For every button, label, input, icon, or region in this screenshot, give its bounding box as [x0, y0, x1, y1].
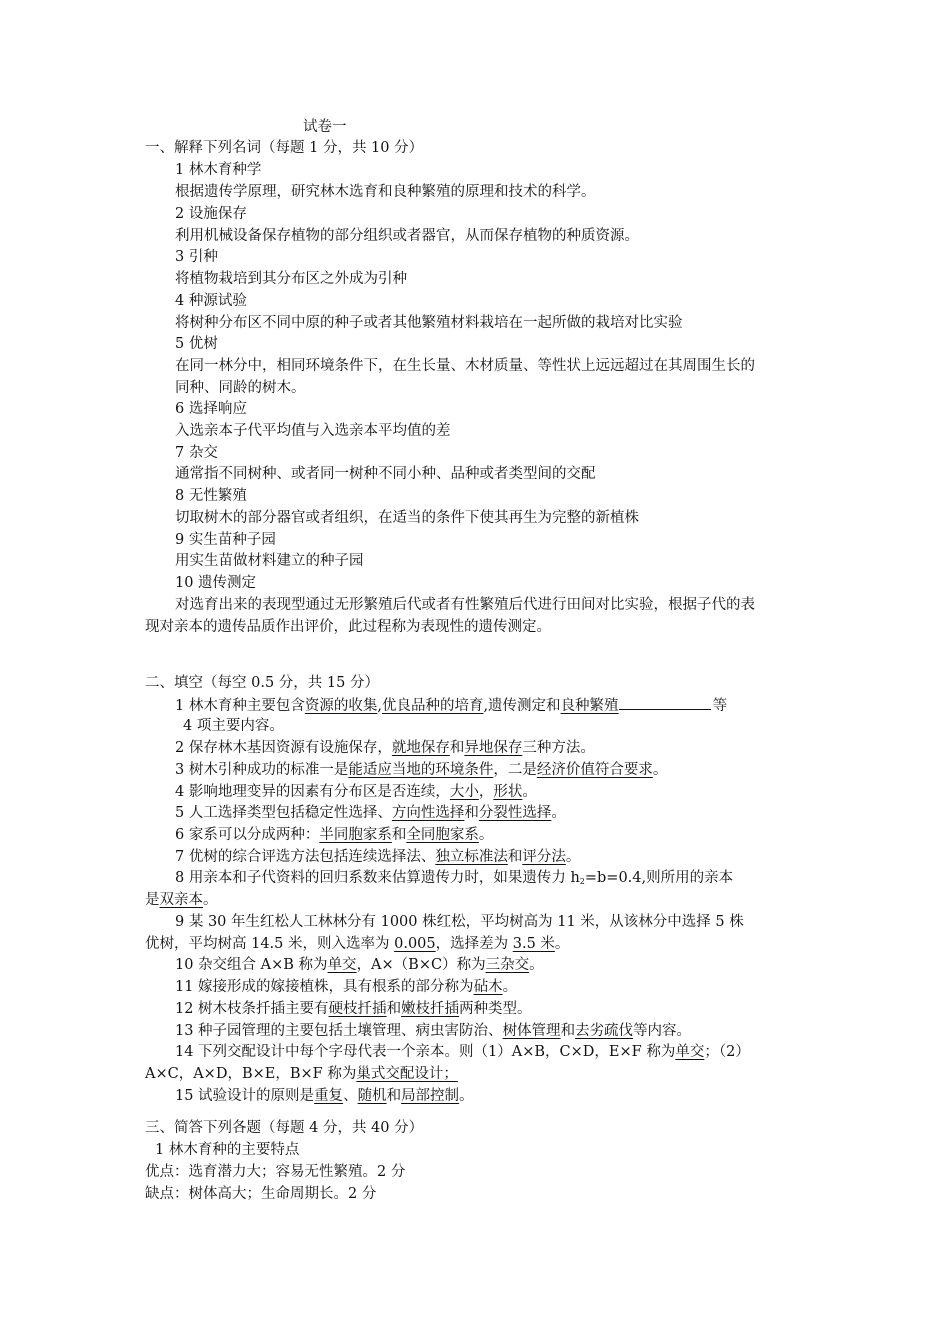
fill-q9-cont: 优树，平均树高 14.5 米，则入选率为 0.005，选择差为 3.5 米。: [145, 936, 570, 952]
fill-q2: 2 保存林木基因资源有设施保存，就地保存和异地保存三种方法。: [175, 740, 595, 756]
fill-q15: 15 试验设计的原则是重复、随机和局部控制。: [175, 1088, 474, 1104]
term-9: 9 实生苗种子园: [175, 532, 276, 548]
answer: 砧木: [473, 979, 503, 995]
answer: 嫩枝扦插: [401, 1001, 460, 1017]
answer: 树体管理: [502, 1023, 561, 1039]
fill-q12: 12 树木枝条扦插主要有硬枝扦插和嫩枝扦插两种类型。: [175, 1001, 532, 1017]
term-6: 6 选择响应: [175, 401, 247, 417]
definition-5-cont: 同种、同龄的树木。: [175, 380, 306, 396]
section-3-heading: 三、简答下列各题（每题 4 分，共 40 分）: [145, 1120, 424, 1136]
fill-q13: 13 种子园管理的主要包括土壤管理、病虫害防治、树体管理和去劣疏伐等内容。: [175, 1023, 692, 1039]
definition-8: 切取树木的部分器官或者组织，在适当的条件下使其再生为完整的新植株: [175, 510, 639, 526]
section-1-heading: 一、解释下列名词（每题 1 分，共 10 分）: [145, 140, 424, 156]
answer: 0.005: [394, 936, 436, 952]
answer: 随机: [357, 1088, 387, 1104]
definition-5: 在同一林分中，相同环境条件下，在生长量、木材质量、等性状上远远超过在其周围生长的: [175, 358, 755, 374]
answer: 分裂性选择: [478, 805, 552, 821]
term-2: 2 设施保存: [175, 206, 247, 222]
fill-q7: 7 优树的综合评选方法包括连续选择法、独立标准法和评分法。: [175, 849, 581, 865]
definition-10: 对选育出来的表现型通过无形繁殖后代或者有性繁殖后代进行田间对比实验，根据子代的表: [175, 597, 755, 613]
answer: 形状: [493, 784, 523, 800]
answer: 良种繁殖: [560, 698, 619, 714]
definition-6: 入选亲本子代平均值与入选亲本平均值的差: [175, 423, 451, 439]
answer: 独立标准法: [435, 849, 508, 865]
answer: 三杂交: [485, 957, 530, 973]
fill-q11: 11 嫁接形成的嫁接植株，具有根系的部分称为砧木。: [175, 979, 518, 995]
answer: 局部控制: [401, 1088, 460, 1104]
fill-q4: 4 影响地理变异的因素有分布区是否连续，大小，形状。: [175, 784, 537, 800]
fill-q8-cont: 是双亲本。: [145, 892, 218, 908]
definition-10-cont: 现对亲本的遗传品质作出评价，此过程称为表现性的遗传测定。: [145, 619, 551, 635]
answer: 方向性选择: [391, 805, 465, 821]
fill-q1: 1 林木育种主要包含资源的收集,优良品种的培育,遗传测定和良种繁殖 等: [175, 695, 727, 716]
fill-q5: 5 人工选择类型包括稳定性选择、方向性选择和分裂性选择。: [175, 805, 566, 821]
definition-7: 通常指不同树种、或者同一树种不同小种、品种或者类型间的交配: [175, 466, 596, 482]
answer: 全同胞家系: [406, 827, 479, 843]
answer: 巢式交配设计: [356, 1066, 444, 1082]
fill-q3: 3 树木引种成功的标准一是能适应当地的环境条件，二是经济价值符合要求。: [175, 762, 668, 778]
answer: 评分法: [522, 849, 566, 865]
short-answer-q1-cons: 缺点：树体高大；生命周期长。2 分: [145, 1186, 377, 1202]
fill-q8: 8 用亲本和子代资料的回归系数来估算遗传力时，如果遗传力 $h_2=b=0.4$,则所用的亲本: [175, 870, 734, 886]
answer: 经济价值符合要求: [536, 762, 653, 778]
answer: 半同胞家系: [319, 827, 392, 843]
term-1: 1 林木育种学: [175, 162, 262, 178]
term-3: 3 引种: [175, 249, 218, 265]
short-answer-q1-pros: 优点：选育潜力大；容易无性繁殖。2 分: [145, 1164, 406, 1180]
answer: 大小: [449, 784, 479, 800]
term-8: 8 无性繁殖: [175, 488, 247, 504]
answer: 能适应当地的环境条件: [348, 762, 494, 778]
definition-2: 利用机械设备保存植物的部分组织或者器官，从而保存植物的种质资源。: [175, 228, 639, 244]
short-answer-q1-title: 1 林木育种的主要特点: [155, 1142, 300, 1158]
answer: 硬枝扦插: [328, 1001, 387, 1017]
answer: 3.5 米: [512, 936, 555, 952]
answer: 单交: [327, 957, 357, 973]
fill-q14: 14 下列交配设计中每个字母代表一个亲本。则（1）A×B，C×D，E×F 称为单交；（2）: [175, 1044, 750, 1060]
answer: 双亲本: [159, 892, 203, 908]
answer: 异地保存: [464, 740, 523, 756]
answer: 单交: [675, 1044, 705, 1060]
definition-4: 将树种分布区不同中原的种子或者其他繁殖材料栽培在一起所做的栽培对比实验: [175, 315, 683, 331]
blank-line: [619, 695, 711, 710]
fill-q14-cont: A×C，A×D，B×E，B×F 称为巢式交配设计；: [145, 1066, 458, 1082]
fill-q10: 10 杂交组合 A×B 称为单交，A×（B×C）称为三杂交。: [175, 957, 544, 973]
definition-9: 用实生苗做材料建立的种子园: [175, 553, 364, 569]
section-2-heading: 二、填空（每空 0.5 分，共 15 分）: [145, 675, 379, 691]
answer: 重复: [314, 1088, 344, 1104]
answer: 优良品种的培育: [381, 698, 484, 714]
definition-1: 根据遗传学原理，研究林木选育和良种繁殖的原理和技术的科学。: [175, 184, 596, 200]
term-7: 7 杂交: [175, 445, 218, 461]
answer: 资源的收集: [304, 698, 378, 714]
fill-q1-cont: 4 项主要内容。: [183, 718, 284, 734]
fill-q6: 6 家系可以分成两种：半同胞家系和全同胞家系。: [175, 827, 494, 843]
answer: 就地保存: [391, 740, 450, 756]
definition-3: 将植物栽培到其分布区之外成为引种: [175, 271, 407, 287]
term-5: 5 优树: [175, 336, 218, 352]
answer: 去劣疏伐: [575, 1023, 634, 1039]
fill-q9: 9 某 30 年生红松人工林林分有 1000 株红松，平均树高为 11 米，从该林分中选择 5 株: [175, 914, 744, 930]
paper-title: 试卷一: [303, 119, 347, 135]
term-4: 4 种源试验: [175, 293, 247, 309]
term-10: 10 遗传测定: [175, 575, 257, 591]
